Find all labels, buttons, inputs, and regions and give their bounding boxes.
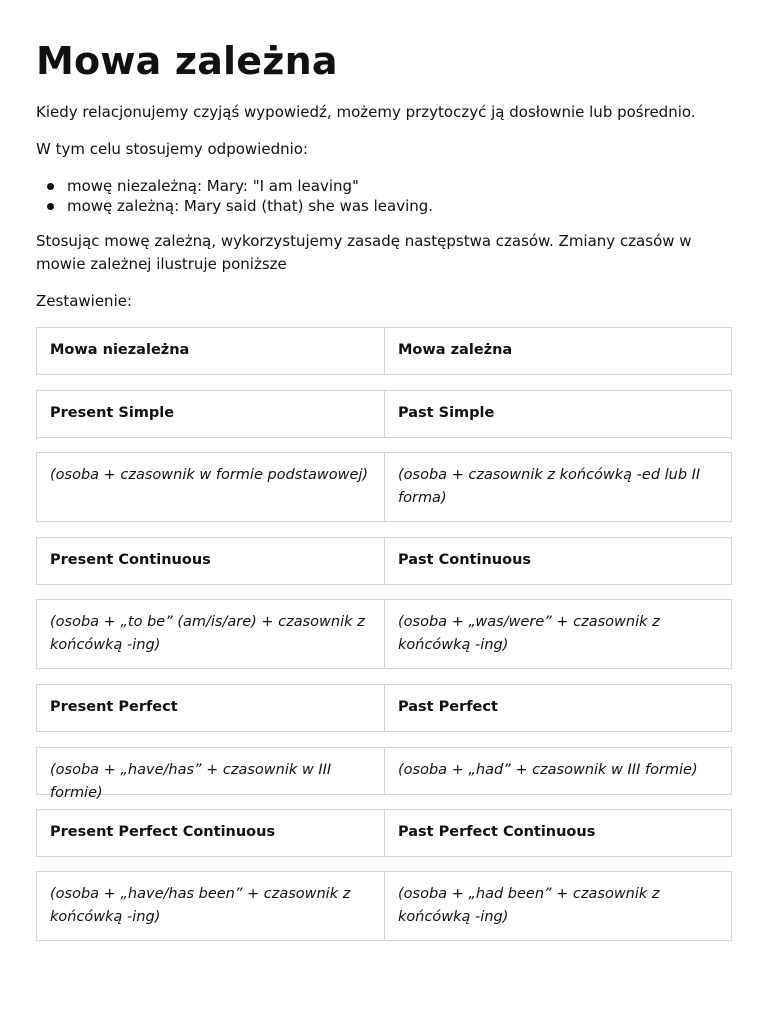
intro-paragraph: Kiedy relacjonujemy czyjąś wypowiedź, możemy przytoczyć ją dosłownie lub pośrednio. [36, 103, 696, 121]
tense-reported: Past Perfect [384, 685, 731, 731]
formula-direct: (osoba + „have/has been” + czasownik z końcówką -ing) [50, 886, 351, 925]
summary-label: Zestawienie: [36, 292, 133, 310]
table-row-tense-present-perfect [36, 684, 732, 732]
tense-direct: Present Perfect [50, 699, 178, 715]
formula-reported: (osoba + „had been” + czasownik z końcówką -ing) [384, 872, 731, 940]
tense-direct: Present Simple [50, 405, 175, 421]
speech-types-list [36, 176, 433, 216]
table-row-formula-present-perfect [36, 747, 732, 801]
table-row-tense-present-simple [36, 390, 732, 438]
list-item-direct-speech: mowę niezależną: Mary: "I am leaving" [36, 176, 433, 196]
formula-reported: (osoba + czasownik z końcówką -ed lub II forma) [384, 453, 731, 521]
formula-direct: (osoba + „to be” (am/is/are) + czasownik z końcówką -ing) [50, 614, 365, 653]
explanation-paragraph: Stosując mowę zależną, wykorzystujemy zasadę następstwa czasów. Zmiany czasów w mowie zależnej ilustruje poniższe [36, 232, 692, 273]
table-row-tense-present-perfect-continuous [36, 809, 732, 857]
tense-direct: Present Perfect Continuous [50, 824, 276, 840]
table-row-formula-present-perfect-continuous [36, 871, 732, 941]
page-title: Mowa zależna [36, 39, 338, 83]
tense-direct: Present Continuous [50, 552, 211, 568]
table-header-row [36, 327, 732, 375]
tense-reported: Past Perfect Continuous [384, 810, 731, 856]
tense-reported: Past Continuous [384, 538, 731, 584]
table-row-tense-present-continuous [36, 537, 732, 585]
formula-reported: (osoba + „had” + czasownik w III formie) [384, 748, 731, 794]
formula-reported: (osoba + „was/were” + czasownik z końcówką -ing) [384, 600, 731, 668]
header-reported-speech: Mowa zależna [384, 328, 731, 374]
formula-direct: (osoba + czasownik w formie podstawowej) [50, 467, 369, 483]
list-item-reported-speech: mowę zależną: Mary said (that) she was leaving. [36, 196, 433, 216]
table-row-formula-present-simple [36, 452, 732, 522]
formula-direct: (osoba + „have/has” + czasownik w III formie) [50, 762, 332, 801]
table-row-formula-present-continuous [36, 599, 732, 669]
tense-reported: Past Simple [384, 391, 731, 437]
header-direct-speech: Mowa niezależna [50, 342, 190, 358]
purpose-paragraph: W tym celu stosujemy odpowiednio: [36, 140, 308, 158]
